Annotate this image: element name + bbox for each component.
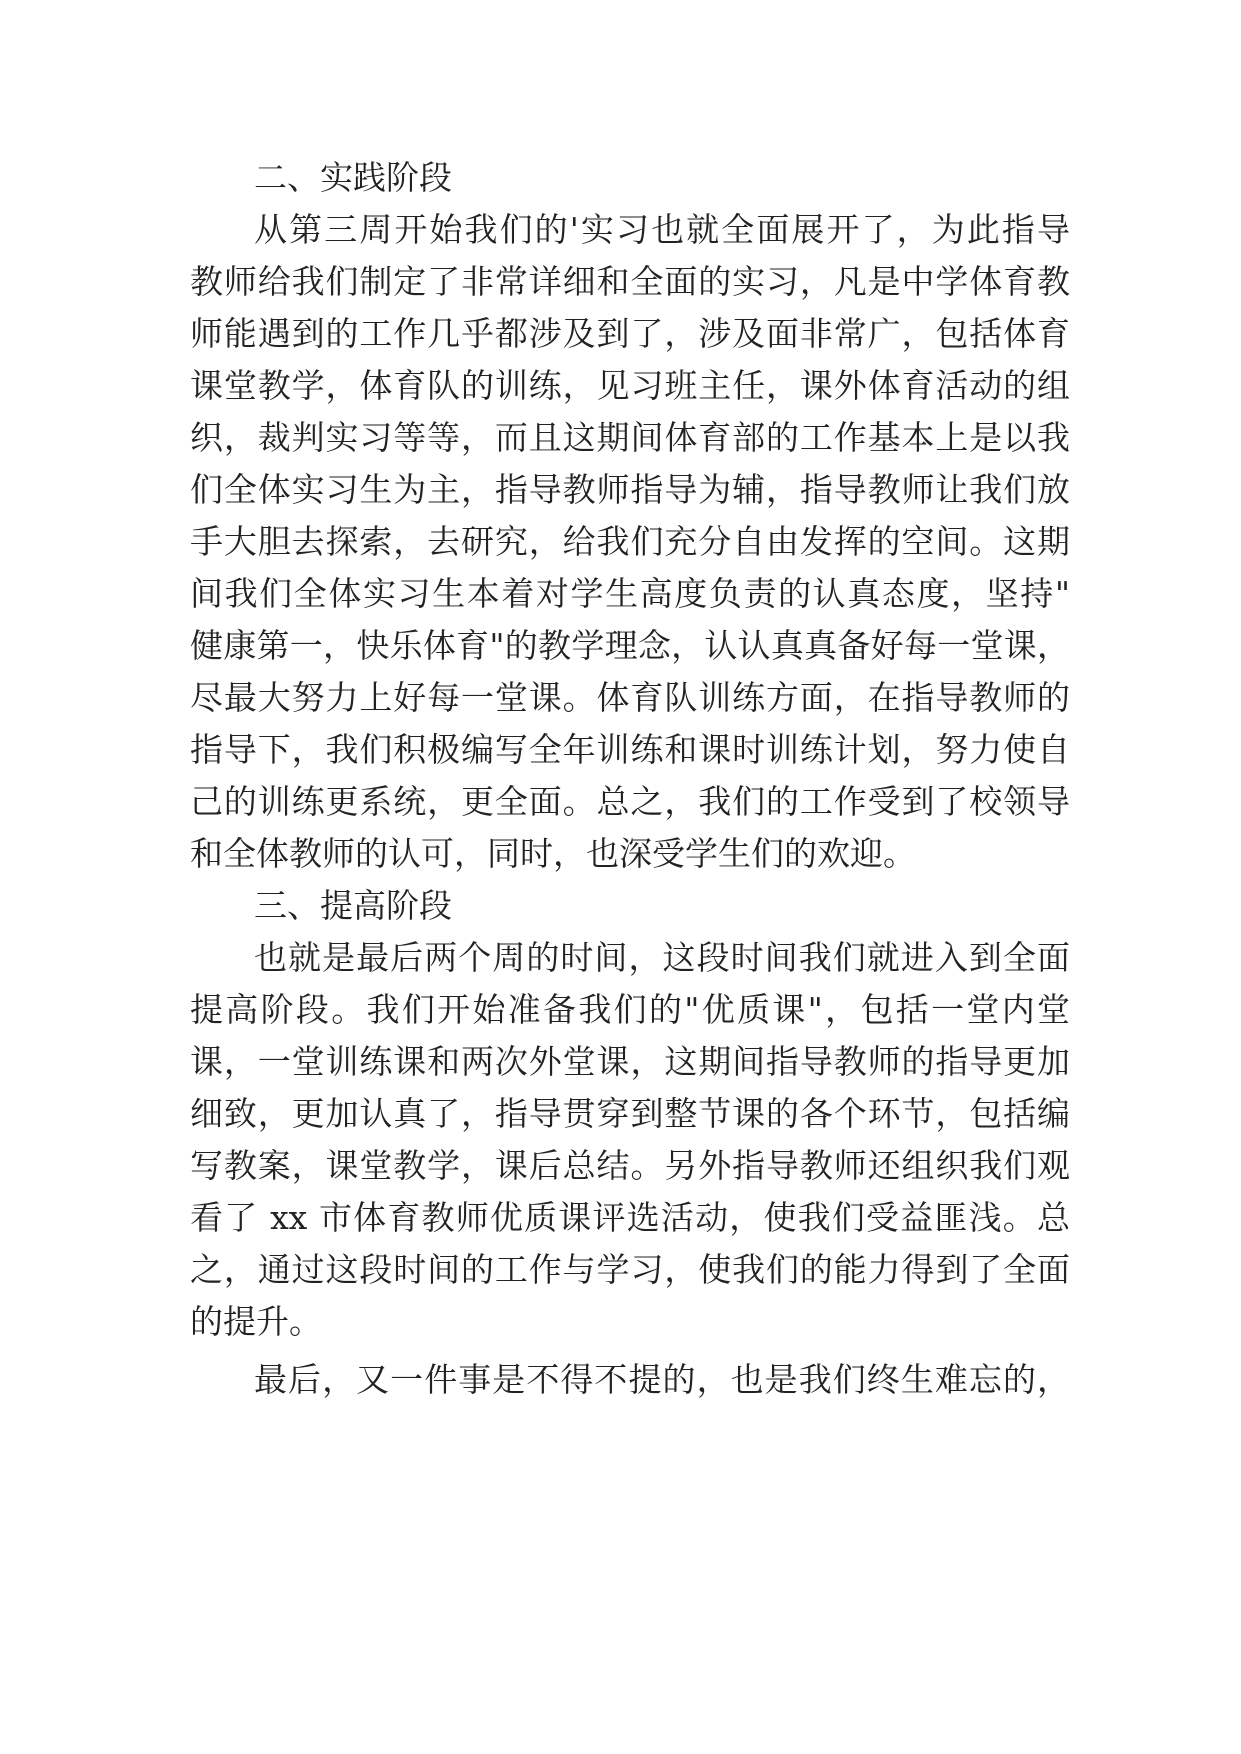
paragraph-line: 织，裁判实习等等，而且这期间体育部的工作基本上是以我 <box>190 418 1070 457</box>
paragraph-line: 教师给我们制定了非常详细和全面的实习，凡是中学体育教 <box>190 262 1070 301</box>
paragraph-line: 健康第一，快乐体育"的教学理念，认认真真备好每一堂课， <box>190 626 1070 665</box>
paragraph-line: 细致，更加认真了，指导贯穿到整节课的各个环节，包括编 <box>190 1094 1070 1133</box>
section-heading-improvement: 三、提高阶段 <box>254 886 452 925</box>
paragraph-line: 己的训练更系统，更全面。总之，我们的工作受到了校领导 <box>190 782 1070 821</box>
paragraph-line: 最后，又一件事是不得不提的，也是我们终生难忘的， <box>254 1360 1070 1399</box>
paragraph-line: 从第三周开始我们的'实习也就全面展开了，为此指导 <box>254 210 1070 249</box>
paragraph-line: 手大胆去探索，去研究，给我们充分自由发挥的空间。这期 <box>190 522 1070 561</box>
paragraph-line: 看了 xx 市体育教师优质课评选活动，使我们受益匪浅。总 <box>190 1198 1070 1237</box>
paragraph-line: 指导下，我们积极编写全年训练和课时训练计划，努力使自 <box>190 730 1070 769</box>
paragraph-line: 尽最大努力上好每一堂课。体育队训练方面，在指导教师的 <box>190 678 1070 717</box>
paragraph-line: 课堂教学，体育队的训练，见习班主任，课外体育活动的组 <box>190 366 1070 405</box>
paragraph-line: 课，一堂训练课和两次外堂课，这期间指导教师的指导更加 <box>190 1042 1070 1081</box>
paragraph-line: 师能遇到的工作几乎都涉及到了，涉及面非常广，包括体育 <box>190 314 1070 353</box>
paragraph-line: 间我们全体实习生本着对学生高度负责的认真态度，坚持" <box>190 574 1070 613</box>
paragraph-last-line: 和全体教师的认可，同时，也深受学生们的欢迎。 <box>190 834 916 873</box>
section-heading-practice: 二、实践阶段 <box>254 158 452 197</box>
paragraph-line: 也就是最后两个周的时间，这段时间我们就进入到全面 <box>254 938 1070 977</box>
paragraph-line: 写教案，课堂教学，课后总结。另外指导教师还组织我们观 <box>190 1146 1070 1185</box>
paragraph-line: 们全体实习生为主，指导教师指导为辅，指导教师让我们放 <box>190 470 1070 509</box>
paragraph-line: 提高阶段。我们开始准备我们的"优质课"，包括一堂内堂 <box>190 990 1070 1029</box>
paragraph-line: 之，通过这段时间的工作与学习，使我们的能力得到了全面 <box>190 1250 1070 1289</box>
paragraph-last-line: 的提升。 <box>190 1302 322 1341</box>
